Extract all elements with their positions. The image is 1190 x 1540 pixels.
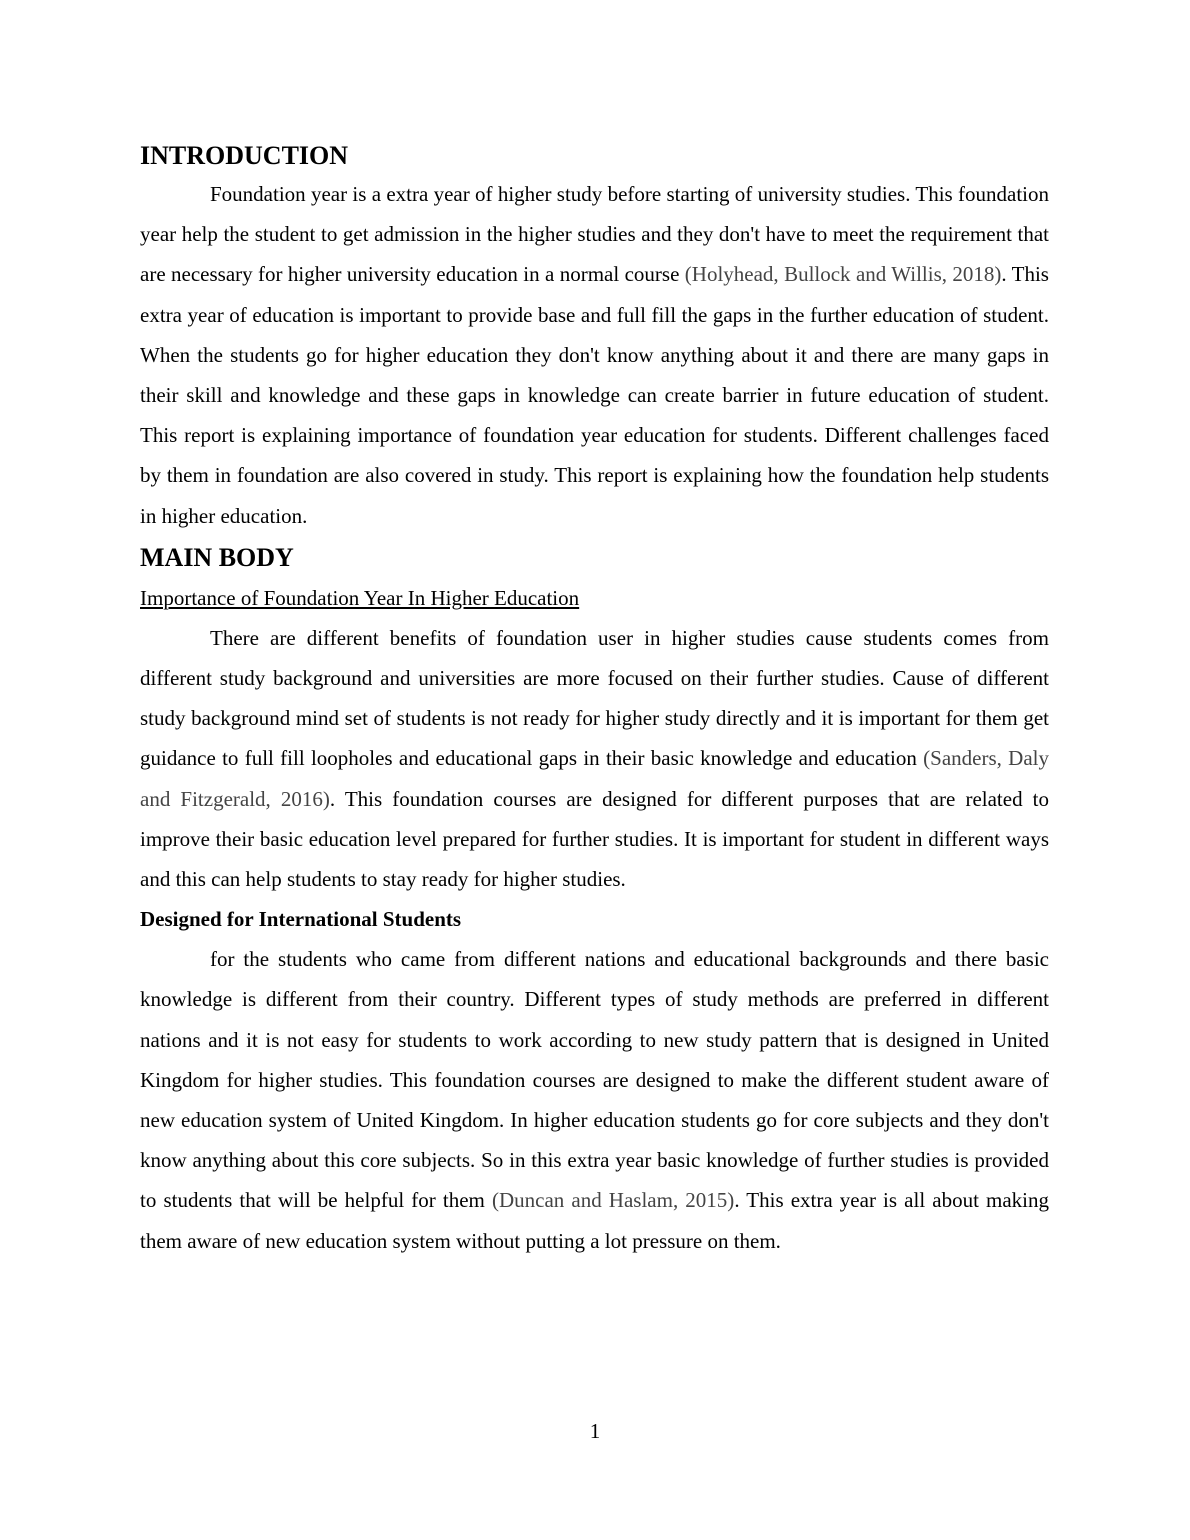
importance-paragraph — [140, 618, 1049, 899]
citation-sanders: (Sanders, Daly and Fitzgerald, 2016) — [140, 746, 1049, 811]
introduction-paragraph — [140, 174, 1049, 536]
importance-text-a: There are different benefits of foundation user in higher studies cause students comes from different study background and universities are more focused on their further studies. Cause of different study background mind set of students is not ready for higher study directly and it is important for them get guidance to full fill loopholes and educational gaps in their basic knowledge and education — [140, 625, 1049, 771]
citation-holyhead: (Holyhead, Bullock and Willis, 2018) — [684, 262, 1002, 287]
section-title-importance: Importance of Foundation Year In Higher Education — [140, 585, 580, 610]
introduction-text-a: Foundation year is a extra year of higher study before starting of university studies. This foundation year help the student to get admission in the higher studies and they don't have to meet the requirement that are necessary for higher university education in a normal course — [140, 182, 1049, 287]
importance-text-b: . This foundation courses are designed for different purposes that are related to improve their basic education level prepared for further studies. It is important for student in different ways and this can help students to stay ready for higher studies. — [140, 786, 1049, 892]
international-text-a: for the students who came from different nations and educational backgrounds and there basic knowledge is different from their country. Different types of study methods are preferred in different nations and it is not easy for students to work according to new study pattern that is designed in United Kingdom for higher studies. This foundation courses are designed to make the different student aware of new education system of United Kingdom. In higher education students go for core subjects and they don't know anything about this core subjects. So in this extra year basic knowledge of further studies is provided to students that will be helpful for them — [140, 947, 1049, 1213]
main-body-heading: MAIN BODY — [140, 542, 294, 572]
section-title-international: Designed for International Students — [140, 907, 462, 932]
international-text-b: . This extra year is all about making them aware of new education system without putting a lot pressure on them. — [140, 1188, 1050, 1253]
international-paragraph — [140, 939, 1049, 1261]
introduction-text-b: . This extra year of education is important to provide base and full fill the gaps in the further education of student. When the students go for higher education they don't know anything about it and there are many gaps in their skill and knowledge and these gaps in knowledge can create barrier in future education of student. This report is explaining importance of foundation year education for students. Different challenges faced by them in foundation are also covered in study. This report is explaining how the foundation help students in higher education. — [140, 262, 1049, 528]
page-content — [140, 139, 1049, 1261]
introduction-heading: INTRODUCTION — [140, 141, 349, 170]
citation-duncan: (Duncan and Haslam, 2015) — [491, 1188, 735, 1213]
page-number: 1 — [589, 1419, 601, 1443]
